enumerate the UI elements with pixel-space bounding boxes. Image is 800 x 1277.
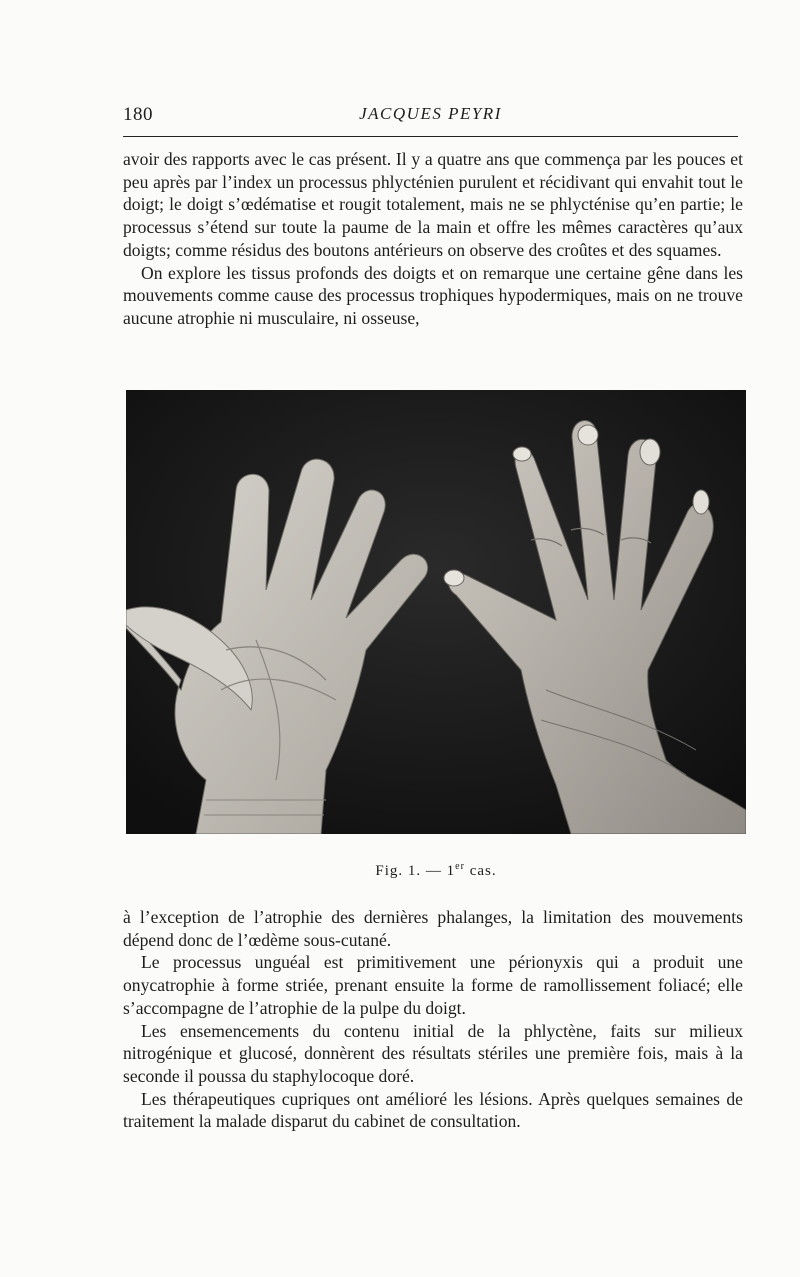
caption-text: Fig. 1. — 1 — [375, 863, 456, 879]
paragraph: Les thérapeutiques cupriques ont amélioré les lésions. Après quelques semaines de traitement la malade disparut du cabinet de consultation. — [123, 1088, 743, 1132]
running-title: JACQUES PEYRI — [359, 104, 502, 123]
text-block-top — [123, 148, 743, 330]
text-block-bottom — [123, 906, 743, 1133]
paragraph: à l’exception de l’atrophie des dernières phalanges, la limitation des mouvements dépend donc de l’œdème sous-cutané. — [123, 907, 743, 950]
paragraph: Les ensemencements du contenu initial de la phlyctène, faits sur milieux nitrogénique et glucosé, donnèrent des résultats stériles une première fois, mais à la seconde il poussa du staphylocoque doré. — [123, 1020, 743, 1086]
paragraph: avoir des rapports avec le cas présent. Il y a quatre ans que commença par les pouces et peu après par l’index un processus phlycténien purulent et récidivant qui envahit tout le doigt; le doigt s’œdématise et rougit totalement, mais ne se phlycténise qu’en partie; le processus s’étend sur toute la paume de la main et offre les mêmes caractères qu’aux doigts; comme résidus des boutons antérieurs on observe des croûtes et des squames. — [123, 149, 743, 260]
page-number: 180 — [123, 104, 153, 125]
header-rule — [123, 136, 738, 137]
hands-photograph — [126, 390, 746, 834]
caption-suffix: cas. — [464, 863, 497, 879]
caption-superscript: er — [455, 861, 465, 872]
paragraph: Le processus unguéal est primitivement une périonyxis qui a produit une onycatrophie à forme striée, prenant ensuite la forme de ramollissement foliacé; elle s’accompagne de l’atrophie de la pulpe du doigt. — [123, 952, 743, 1018]
running-head — [123, 104, 738, 130]
hands-illustration — [126, 390, 746, 834]
figure-caption — [126, 861, 746, 880]
paragraph: On explore les tissus profonds des doigts et on remarque une certaine gêne dans les mouvements comme cause des processus trophiques hypodermiques, mais on ne trouve aucune atrophie ni musculaire, ni osseuse, — [123, 262, 743, 328]
